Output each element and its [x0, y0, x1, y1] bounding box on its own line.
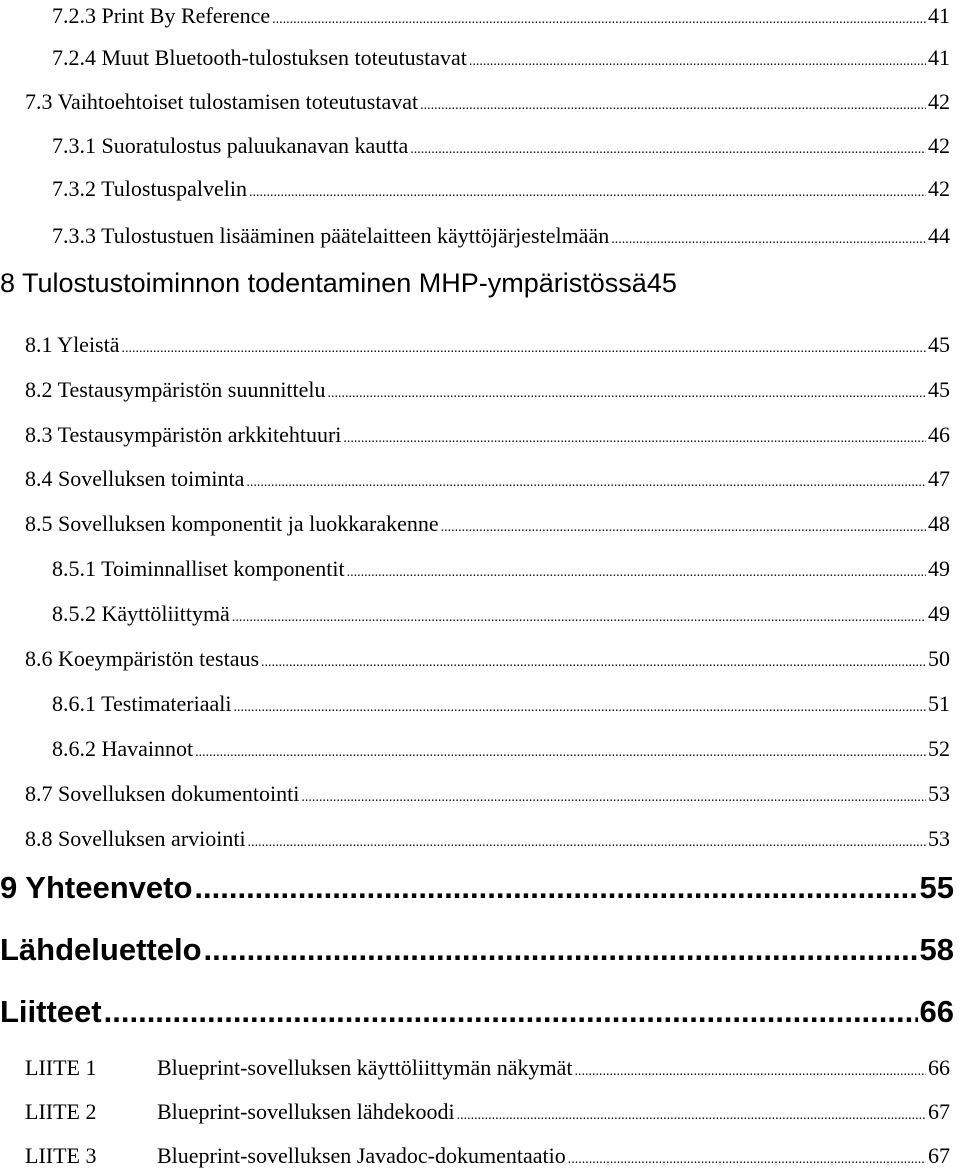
dot-leader — [272, 12, 926, 28]
toc-appendix-1[interactable] — [25, 1055, 950, 1081]
dot-leader — [122, 341, 927, 357]
toc-page-number: 42 — [928, 176, 950, 201]
toc-entry-title: 8.3 Testausympäristön arkkitehtuuri — [25, 422, 342, 447]
dot-leader — [261, 655, 926, 671]
toc-appendix-3[interactable] — [25, 1143, 950, 1169]
toc-entry-8-6-1[interactable] — [52, 691, 950, 717]
toc-entry-title: 8.8 Sovelluksen arviointi — [25, 826, 246, 851]
toc-page-number: 53 — [928, 781, 950, 806]
toc-page-number: 49 — [928, 601, 950, 626]
toc-page-number: 45 — [646, 268, 677, 298]
toc-entry-title: Blueprint-sovelluksen Javadoc-dokumentaatio — [157, 1143, 566, 1168]
toc-entry-8-5[interactable] — [25, 511, 950, 537]
toc-entry-title: 8.5.1 Toiminnalliset komponentit — [52, 556, 345, 581]
toc-page-number: 67 — [928, 1099, 950, 1124]
dot-leader — [248, 835, 926, 851]
dot-leader — [301, 790, 926, 806]
dot-leader — [194, 870, 917, 906]
toc-entry-title: 8.2 Testausympäristön suunnittelu — [25, 377, 326, 402]
toc-entry-8-6[interactable] — [25, 646, 950, 672]
toc-appendix-2[interactable] — [25, 1099, 950, 1125]
toc-entry-8-3[interactable] — [25, 422, 950, 448]
toc-page-number: 58 — [919, 932, 954, 967]
toc-entry-7-3-1[interactable] — [52, 133, 950, 159]
toc-entry-title: 8 Tulostustoiminnon todentaminen MHP-ympäristössä — [0, 268, 647, 298]
toc-entry-title: 8.6 Koeympäristön testaus — [25, 646, 260, 671]
dot-leader — [246, 475, 926, 491]
dot-leader — [420, 98, 926, 114]
toc-entry-8-2[interactable] — [25, 377, 950, 403]
toc-entry-title: 8.6.2 Havainnot — [52, 736, 194, 761]
toc-entry-8-1[interactable] — [25, 332, 950, 358]
toc-entry-title: 7.2.4 Muut Bluetooth-tulostuksen toteutustavat — [52, 45, 467, 70]
toc-entry-7-3-3[interactable] — [52, 223, 950, 249]
toc-entry-title: 8.4 Sovelluksen toiminta — [25, 466, 245, 491]
dot-leader — [234, 700, 926, 716]
toc-entry-title: 9 Yhteenveto — [0, 870, 193, 905]
dot-leader — [249, 185, 926, 201]
toc-page-number: 46 — [928, 422, 950, 447]
appendix-code: LIITE 1 — [25, 1055, 97, 1080]
toc-entry-8-4[interactable] — [25, 466, 950, 492]
toc-page-number: 45 — [928, 332, 950, 357]
dot-leader — [343, 431, 926, 447]
toc-page-number: 42 — [928, 89, 950, 114]
dot-leader — [232, 610, 926, 626]
toc-entry-chapter-8[interactable] — [0, 268, 950, 299]
toc-entry-title: 8.5 Sovelluksen komponentit ja luokkarakenne — [25, 511, 439, 536]
dot-leader — [611, 232, 926, 248]
toc-entry-8-5-2[interactable] — [52, 601, 950, 627]
toc-page-number: 41 — [928, 3, 950, 28]
toc-entry-7-3[interactable] — [25, 89, 950, 115]
dot-leader — [457, 1108, 926, 1124]
toc-page-number: 55 — [919, 870, 954, 905]
toc-page-number: 50 — [928, 646, 950, 671]
toc-page-number: 53 — [928, 826, 950, 851]
toc-page-number: 66 — [928, 1055, 950, 1080]
toc-entry-title: Lähdeluettelo — [0, 932, 202, 967]
dot-leader — [328, 386, 926, 402]
toc-entry-title: Liitteet — [0, 994, 102, 1029]
toc-page-number: 52 — [928, 736, 950, 761]
dot-leader — [347, 565, 926, 581]
toc-entry-8-7[interactable] — [25, 781, 950, 807]
toc-entry-title: 8.5.2 Käyttöliittymä — [52, 601, 230, 626]
toc-page-number: 47 — [928, 466, 950, 491]
toc-entry-appendices[interactable] — [0, 994, 954, 1030]
dot-leader — [104, 994, 918, 1030]
dot-leader — [204, 932, 918, 968]
dot-leader — [575, 1064, 927, 1080]
toc-page-number: 67 — [928, 1143, 950, 1168]
toc-entry-8-5-1[interactable] — [52, 556, 950, 582]
toc-entry-title: 7.3.1 Suoratulostus paluukanavan kautta — [52, 133, 409, 158]
toc-entry-title: 7.3.2 Tulostuspalvelin — [52, 176, 247, 201]
dot-leader — [568, 1152, 926, 1168]
toc-entry-title: 7.2.3 Print By Reference — [52, 3, 271, 28]
toc-page-number: 42 — [928, 133, 950, 158]
toc-page-number: 44 — [928, 223, 950, 248]
appendix-code: LIITE 3 — [25, 1143, 97, 1168]
toc-page-number: 41 — [928, 45, 950, 70]
toc-entry-references[interactable] — [0, 932, 954, 968]
toc-entry-title: 8.1 Yleistä — [25, 332, 120, 357]
toc-page-number: 49 — [928, 556, 950, 581]
toc-entry-8-6-2[interactable] — [52, 736, 950, 762]
toc-entry-title: 8.6.1 Testimateriaali — [52, 691, 232, 716]
dot-leader — [469, 54, 926, 70]
dot-leader — [410, 142, 926, 158]
toc-entry-title: Blueprint-sovelluksen käyttöliittymän näkymät — [157, 1055, 573, 1080]
appendix-code: LIITE 2 — [25, 1099, 97, 1124]
dot-leader — [441, 520, 926, 536]
toc-page-number: 51 — [928, 691, 950, 716]
toc-entry-chapter-9[interactable] — [0, 870, 954, 906]
toc-entry-title: 8.7 Sovelluksen dokumentointi — [25, 781, 300, 806]
toc-page-number: 66 — [919, 994, 954, 1029]
dot-leader — [195, 745, 926, 761]
toc-entry-7-3-2[interactable] — [52, 176, 950, 202]
toc-page-number: 45 — [928, 377, 950, 402]
toc-entry-7-2-4[interactable] — [52, 45, 950, 71]
toc-page-number: 48 — [928, 511, 950, 536]
toc-entry-7-2-3[interactable] — [52, 3, 950, 29]
toc-entry-title: Blueprint-sovelluksen lähdekoodi — [157, 1099, 455, 1124]
toc-entry-title: 7.3 Vaihtoehtoiset tulostamisen toteutustavat — [25, 89, 419, 114]
toc-entry-8-8[interactable] — [25, 826, 950, 852]
toc-entry-title: 7.3.3 Tulostustuen lisääminen päätelaitteen käyttöjärjestelmään — [52, 223, 610, 248]
